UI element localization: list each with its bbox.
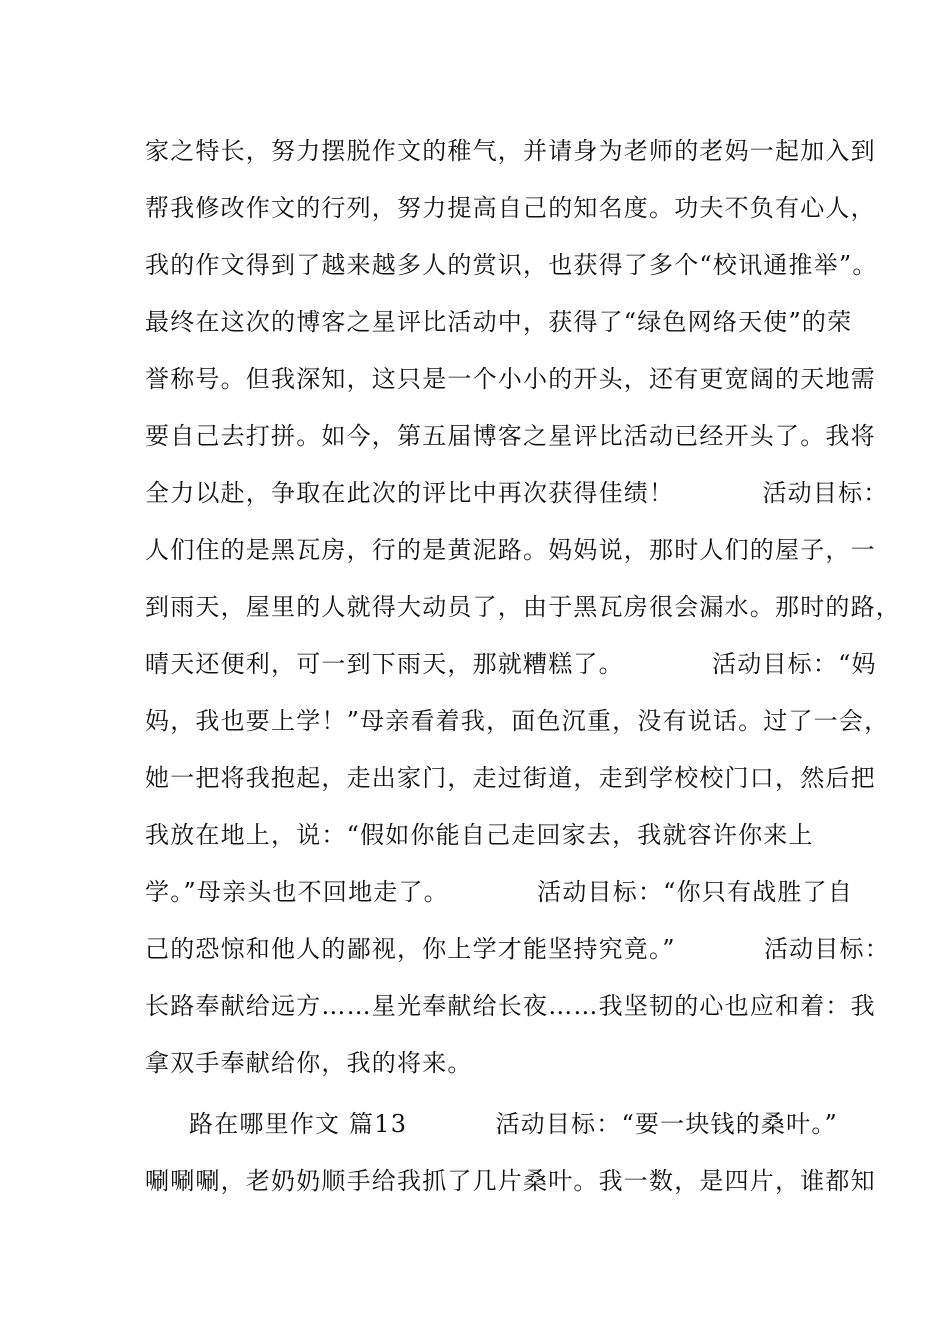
text-line: 己的恐惊和他人的鄙视，你上学才能坚持究竟。” 活动目标：	[145, 935, 890, 963]
text-line: 她一把将我抱起，走出家门，走过街道，走到学校校门口，然后把	[145, 764, 876, 792]
text-line: 长路奉献给远方……星光奉献给长夜……我坚韧的心也应和着：我	[145, 992, 876, 1020]
text-line: 帮我修改作文的行列，努力提高自己的知名度。功夫不负有心人，	[145, 194, 876, 222]
text-line: 我放在地上，说：“假如你能自己走回家去，我就容许你来上	[145, 821, 814, 849]
text-line: 全力以赴，争取在此次的评比中再次获得佳绩！ 活动目标：	[145, 479, 889, 507]
text-line: 到雨天，屋里的人就得大动员了，由于黑瓦房很会漏水。那时的路，	[145, 593, 901, 621]
text-line: 我的作文得到了越来越多人的赏识，也获得了多个“校讯通推举”。	[145, 251, 878, 279]
text-line: 家之特长，努力摆脱作文的稚气，并请身为老师的老妈一起加入到	[145, 137, 876, 165]
text-line: 晴天还便利，可一到下雨天，那就糟糕了。 活动目标：“妈	[145, 650, 877, 678]
text-line: 要自己去打拼。如今，第五届博客之星评比活动已经开头了。我将	[145, 422, 876, 450]
text-line: 人们住的是黑瓦房，行的是黄泥路。妈妈说，那时人们的屋子，一	[145, 536, 876, 564]
text-line: 学。”母亲头也不回地走了。 活动目标：“你只有战胜了自	[145, 878, 854, 906]
text-line: 最终在这次的博客之星评比活动中，获得了“绿色网络天使”的荣	[145, 308, 853, 336]
section-heading-line: 路在哪里作文 篇13 活动目标：“要一块钱的桑叶。”	[189, 1110, 838, 1138]
text-line: 唰唰唰，老奶奶顺手给我抓了几片桑叶。我一数，是四片，谁都知	[145, 1167, 876, 1195]
text-line: 妈，我也要上学！”母亲看着我，面色沉重，没有说话。过了一会，	[145, 707, 890, 735]
text-line: 拿双手奉献给你，我的将来。	[145, 1049, 473, 1077]
text-line: 誉称号。但我深知，这只是一个小小的开头，还有更宽阔的天地需	[145, 365, 876, 393]
